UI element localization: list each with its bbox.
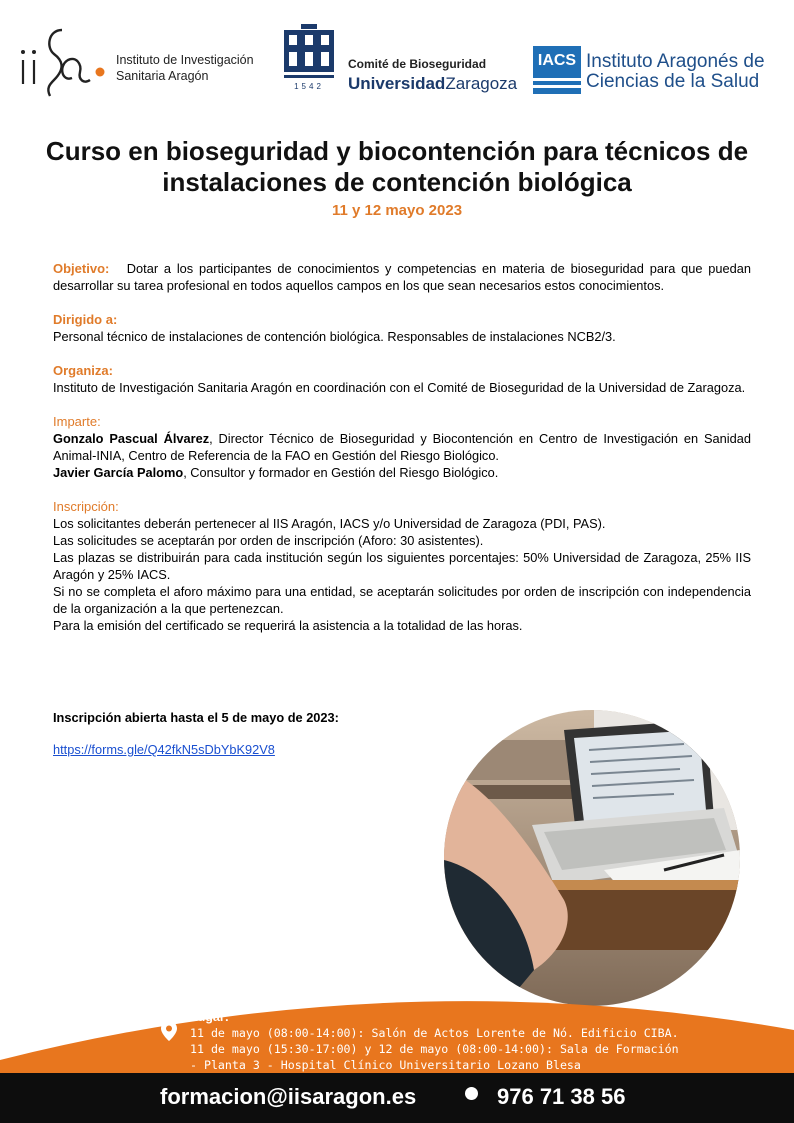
inscripcion-line: Para la emisión del certificado se requerirá la asistencia a la totalidad de las horas.: [53, 618, 523, 633]
instructor-2: [53, 464, 751, 481]
iacs-abbr: IACS: [537, 52, 577, 69]
iis-logo-line2: Sanitaria Aragón: [116, 69, 209, 83]
iacs-name: [586, 52, 765, 92]
dirigido-text: Personal técnico de instalaciones de contención biológica. Responsables de instalaciones NCB2/3.: [53, 329, 616, 344]
instructor-1-description: , Director Técnico de Bioseguridad y Biocontención en Centro de Investigación en Sanidad Animal-INIA, Centro de Referencia de la FAO en Gestión del Riesgo Biológico.: [53, 431, 751, 463]
venue-line: 11 de mayo (08:00-14:00): Salón de Actos Lorente de Nó. Edificio CIBA.: [190, 1026, 679, 1040]
inscripcion-heading: Inscripción:: [53, 499, 119, 514]
imparte-section: [53, 413, 751, 481]
venue-info: [190, 1009, 679, 1073]
iis-logo: [10, 22, 280, 102]
imparte-heading: Imparte:: [53, 414, 101, 429]
course-date: 11 y 12 mayo 2023: [331, 202, 463, 219]
contact-phone: 976 71 38 56: [497, 1084, 626, 1109]
inscripcion-line: Las plazas se distribuirán para cada institución según los siguientes porcentajes: 50% Universidad de Zaragoza, 25% IIS Aragón y 25% IACS.: [53, 550, 751, 582]
inscripcion-line: Los solicitantes deberán pertenecer al IIS Aragón, IACS y/o Universidad de Zaragoza (PDI, PAS).: [53, 516, 606, 531]
iis-mark-icon: [10, 22, 110, 102]
inscripcion-line: Si no se completa el aforo máximo para una entidad, se aceptarán solicitudes por orden de inscripción con independencia de la organización a la que pertenezcan.: [53, 584, 751, 616]
inscripcion-line: Las solicitudes se aceptarán por orden de inscripción (Aforo: 30 asistentes).: [53, 533, 484, 548]
course-title: [30, 136, 764, 198]
comite-bioseguridad-logo: [348, 57, 517, 94]
instructor-2-description: , Consultor y formador en Gestión del Riesgo Biológico.: [183, 465, 499, 480]
unizar-year: 1542: [294, 82, 324, 91]
phone-dot-icon: [465, 1087, 478, 1100]
inscripcion-section: [53, 498, 751, 634]
iis-logo-text: [116, 52, 254, 84]
comite-bioseguridad-label: Comité de Bioseguridad: [348, 57, 487, 71]
organiza-text: Instituto de Investigación Sanitaria Aragón en coordinación con el Comité de Bioseguridad de la Universidad de Zaragoza.: [53, 380, 746, 395]
dirigido-heading: Dirigido a:: [53, 312, 118, 327]
universidad-zaragoza-label: UniversidadZaragoza: [348, 74, 518, 93]
objetivo-section: [53, 260, 751, 294]
iacs-name-line2: Ciencias de la Salud: [586, 71, 760, 92]
venue-line: 11 de mayo (15:30-17:00) y 12 de mayo (08:00-14:00): Sala de Formación: [190, 1042, 679, 1056]
course-details: [53, 260, 751, 651]
venue-line: - Planta 3 - Hospital Clínico Universitario Lozano Blesa: [190, 1058, 581, 1072]
laptop-photo: [444, 710, 740, 1006]
location-pin-icon: [160, 1020, 178, 1042]
iacs-name-line1: Instituto Aragonés de: [586, 51, 765, 72]
unizar-crest-logo: [279, 22, 339, 98]
objetivo-heading: Objetivo:: [53, 261, 110, 276]
contact-email: formacion@iisaragon.es: [160, 1084, 417, 1109]
iacs-badge: [533, 46, 581, 94]
dirigido-section: [53, 311, 751, 345]
instructor-1-name: Gonzalo Pascual Álvarez: [53, 431, 210, 446]
instructor-2-name: Javier García Palomo: [53, 465, 184, 480]
objetivo-text: Dotar a los participantes de conocimientos y competencias en materia de bioseguridad para que puedan desarrollar su tarea profesional en todos aquellos campos en los que sean necesarios estos conocimientos.: [53, 261, 752, 293]
instructor-1: [53, 430, 751, 464]
course-title-line1: Curso en bioseguridad y biocontención para técnicos de: [45, 136, 749, 166]
venue-heading: Lugar:: [190, 1010, 229, 1024]
laptop-photo-illustration: [444, 710, 740, 1006]
iis-logo-line1: Instituto de Investigación: [116, 53, 254, 67]
course-title-line2: instalaciones de contención biológica: [162, 167, 632, 197]
organiza-section: [53, 362, 751, 396]
registration-form-link[interactable]: https://forms.gle/Q42fkN5sDbYbK92V8: [53, 742, 275, 757]
registration-deadline: Inscripción abierta hasta el 5 de mayo de 2023:: [53, 710, 339, 725]
organiza-heading: Organiza:: [53, 363, 113, 378]
